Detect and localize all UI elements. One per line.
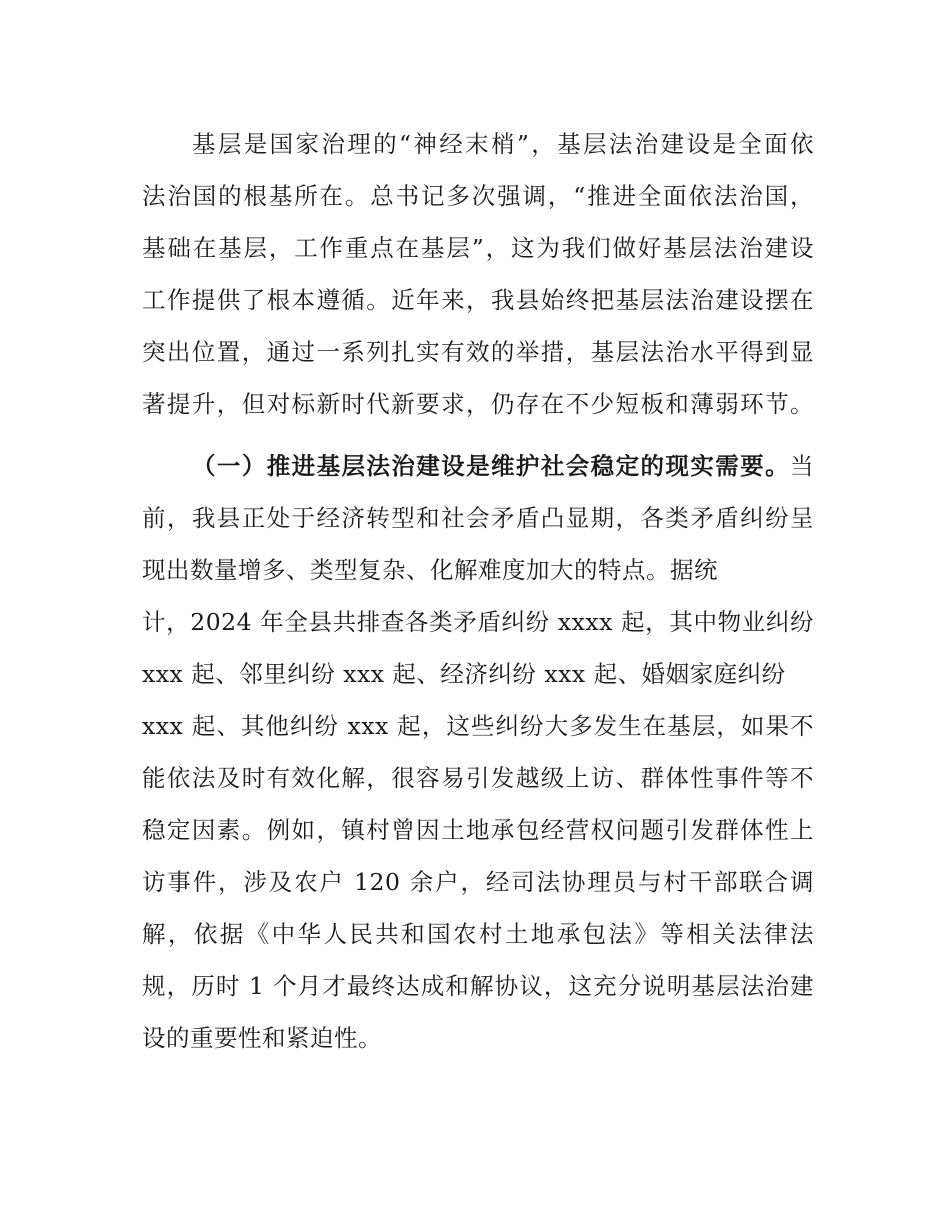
paragraph-line: 法治国的根基所在。总书记多次强调，“推进全面依法治国， [142,182,814,210]
paragraph-line: xxx 起、邻里纠纷 xxx 起、经济纠纷 xxx 起、婚姻家庭纠纷 [142,660,786,688]
paragraph-line: 工作提供了根本遵循。近年来，我县始终把基层法治建设摆在 [142,286,814,314]
paragraph-line: 规，历时 1 个月才最终达成和解协议，这充分说明基层法治建 [142,972,814,1000]
document-page [142,118,814,1064]
paragraph-line: 基础在基层，工作重点在基层”，这为我们做好基层法治建设 [142,234,814,262]
paragraph-line: 前，我县正处于经济转型和社会矛盾凸显期，各类矛盾纠纷呈 [142,504,814,532]
paragraph-line: 著提升，但对标新时代新要求，仍存在不少短板和薄弱环节。 [142,390,814,418]
paragraph-line: 基层是国家治理的“神经末梢”，基层法治建设是全面依 [192,130,814,158]
paragraph-line: 稳定因素。例如，镇村曾因土地承包经营权问题引发群体性上 [142,816,814,844]
section-heading: （一）推进基层法治建设是维护社会稳定的现实需要。 [192,452,790,480]
heading-tail-text: 当 [790,452,814,480]
paragraph-line: 现出数量增多、类型复杂、化解难度加大的特点。据统 [142,556,718,584]
paragraph-line: 访事件，涉及农户 120 余户，经司法协理员与村干部联合调 [142,868,814,896]
paragraph-line: 计，2024 年全县共排查各类矛盾纠纷 xxxx 起，其中物业纠纷 [142,608,814,636]
paragraph-line: 设的重要性和紧迫性。 [142,1024,382,1052]
paragraph-line: 解，依据《中华人民共和国农村土地承包法》等相关法律法 [142,920,814,948]
section-paragraph [142,440,814,1064]
section-heading-line [142,440,814,492]
intro-paragraph [142,118,814,430]
paragraph-line: 能依法及时有效化解，很容易引发越级上访、群体性事件等不 [142,764,814,792]
paragraph-line: xxx 起、其他纠纷 xxx 起，这些纠纷大多发生在基层，如果不 [142,712,814,740]
paragraph-line: 突出位置，通过一系列扎实有效的举措，基层法治水平得到显 [142,338,814,366]
